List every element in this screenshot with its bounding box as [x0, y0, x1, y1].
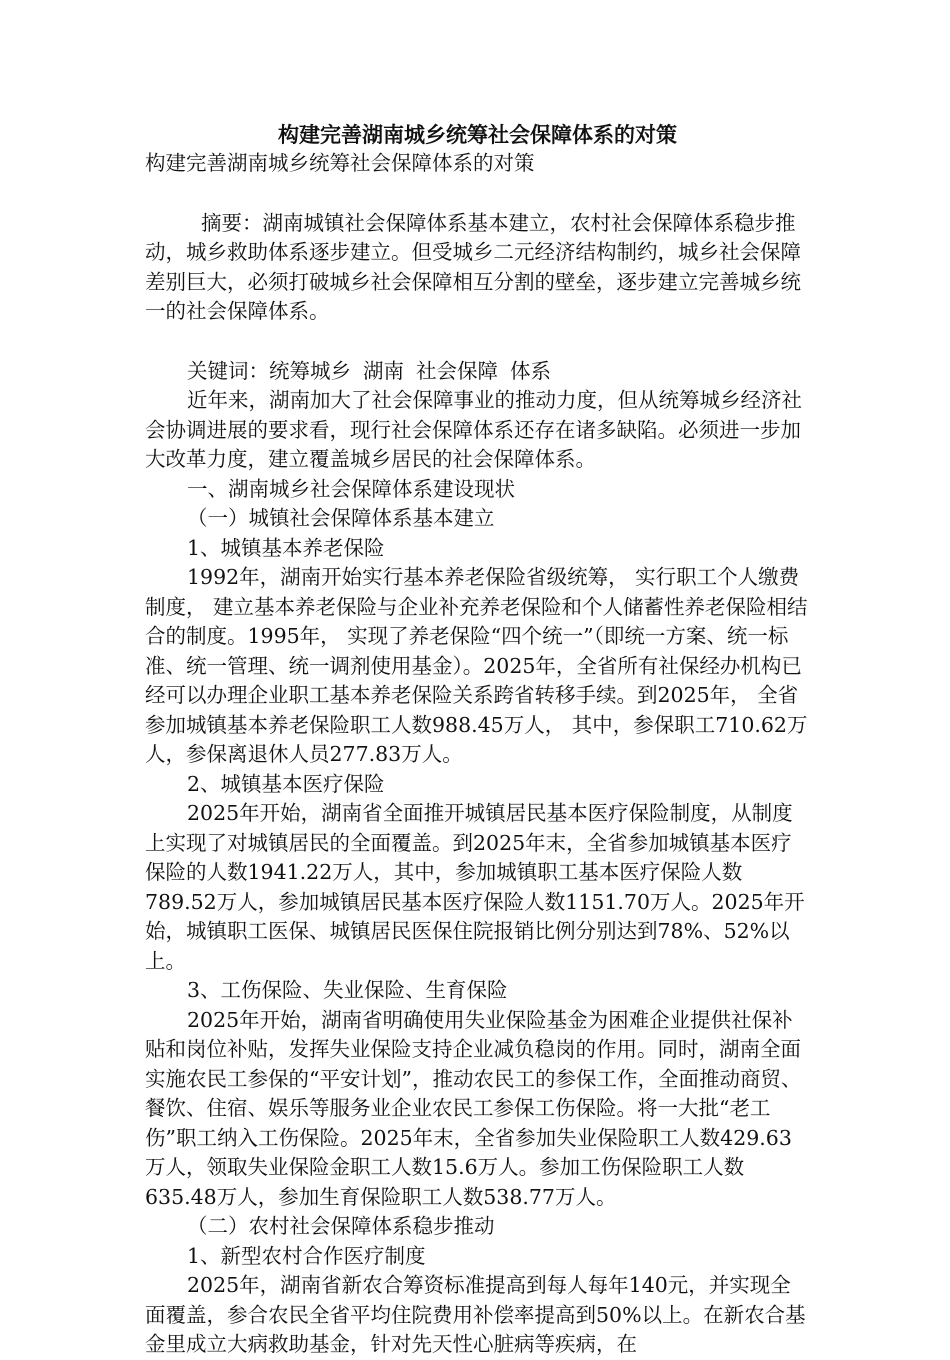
- document-body: [145, 386, 810, 1360]
- keyword-item: 统筹城乡: [269, 358, 351, 383]
- section-heading: 1、新型农村合作医疗制度: [187, 1243, 426, 1268]
- section-heading: （一）城镇社会保障体系基本建立: [187, 506, 495, 530]
- document-title: 构建完善湖南城乡统筹社会保障体系的对策: [278, 122, 677, 147]
- keywords-line: [145, 357, 810, 387]
- body-paragraph: 2025年开始，湖南省全面推开城镇居民基本医疗保险制度，从制度上实现了对城镇居民的全面覆盖。到2025年末，全省参加城镇基本医疗保险的人数1941.22万人，其中，参加城镇职工基本医疗保险人数789.52万人，参加城镇居民基本医疗保险人数1151.70万人。2025年开始，城镇职工医保、城镇居民医保住院报销比例分别达到78%、52%以上。: [145, 801, 805, 973]
- section-heading: 3、工伤保险、失业保险、生育保险: [187, 978, 508, 1002]
- section-heading: 1、城镇基本养老保险: [187, 535, 385, 560]
- body-paragraph: 1992年，湖南开始实行基本养老保险省级统筹， 实行职工个人缴费制度， 建立基本养老保险与企业补充养老保险和个人储蓄性养老保险相结合的制度。1995年， 实现了养老保险“四个统一”（即统一方案、统一标准、统一管理、统一调剂使用基金）。2025年，全省所有社保经办机构已经可以办理企业职工基本养老保险关系跨省转移手续。到2025年， 全省参加城镇基本养老保险职工人数988.45万人， 其中，参保职工710.62万人，参保离退休人员277.83万人。: [145, 565, 808, 766]
- section-heading: 2、城镇基本医疗保险: [187, 771, 385, 796]
- body-paragraph: 2025年开始，湖南省明确使用失业保险基金为困难企业提供社保补贴和岗位补贴，发挥失业保险支持企业减负稳岗的作用。同时，湖南全面实施农民工参保的“平安计划”，推动农民工的参保工作，全面推动商贸、餐饮、住宿、娱乐等服务业企业农民工参保工伤保险。将一大批“老工伤”职工纳入工伤保险。2025年末，全省参加失业保险职工人数429.63万人，领取失业保险金职工人数15.6万人。参加工伤保险职工人数635.48万人，参加生育保险职工人数538.77万人。: [145, 1007, 802, 1209]
- document-subtitle: 构建完善湖南城乡统筹社会保障体系的对策: [145, 151, 535, 175]
- keyword-item: 社会保障: [416, 358, 498, 383]
- section-heading: 一、湖南城乡社会保障体系建设现状: [187, 476, 515, 501]
- spacer: [145, 327, 810, 357]
- keyword-item: 体系: [510, 358, 551, 383]
- abstract-paragraph: 摘要：湖南城镇社会保障体系基本建立，农村社会保障体系稳步推动，城乡救助体系逐步建立。但受城乡二元经济结构制约，城乡社会保障差别巨大，必须打破城乡社会保障相互分割的壁垒，逐步建立完善城乡统一的社会保障体系。: [145, 210, 801, 323]
- section-heading: （二）农村社会保障体系稳步推动: [187, 1214, 495, 1238]
- keyword-item: 湖南: [363, 358, 404, 383]
- document-page: [145, 120, 810, 1360]
- spacer: [145, 179, 810, 209]
- keywords-label: 关键词：: [187, 358, 269, 383]
- body-paragraph: 近年来，湖南加大了社会保障事业的推动力度，但从统筹城乡经济社会协调进展的要求看，现行社会保障体系还存在诸多缺陷。必须进一步加大改革力度，建立覆盖城乡居民的社会保障体系。: [145, 388, 802, 471]
- body-paragraph: 2025年，湖南省新农合筹资标准提高到每人每年140元，并实现全面覆盖，参合农民全省平均住院费用补偿率提高到50%以上。在新农合基金里成立大病救助基金，针对先天性心脏病等疾病，在: [145, 1273, 806, 1356]
